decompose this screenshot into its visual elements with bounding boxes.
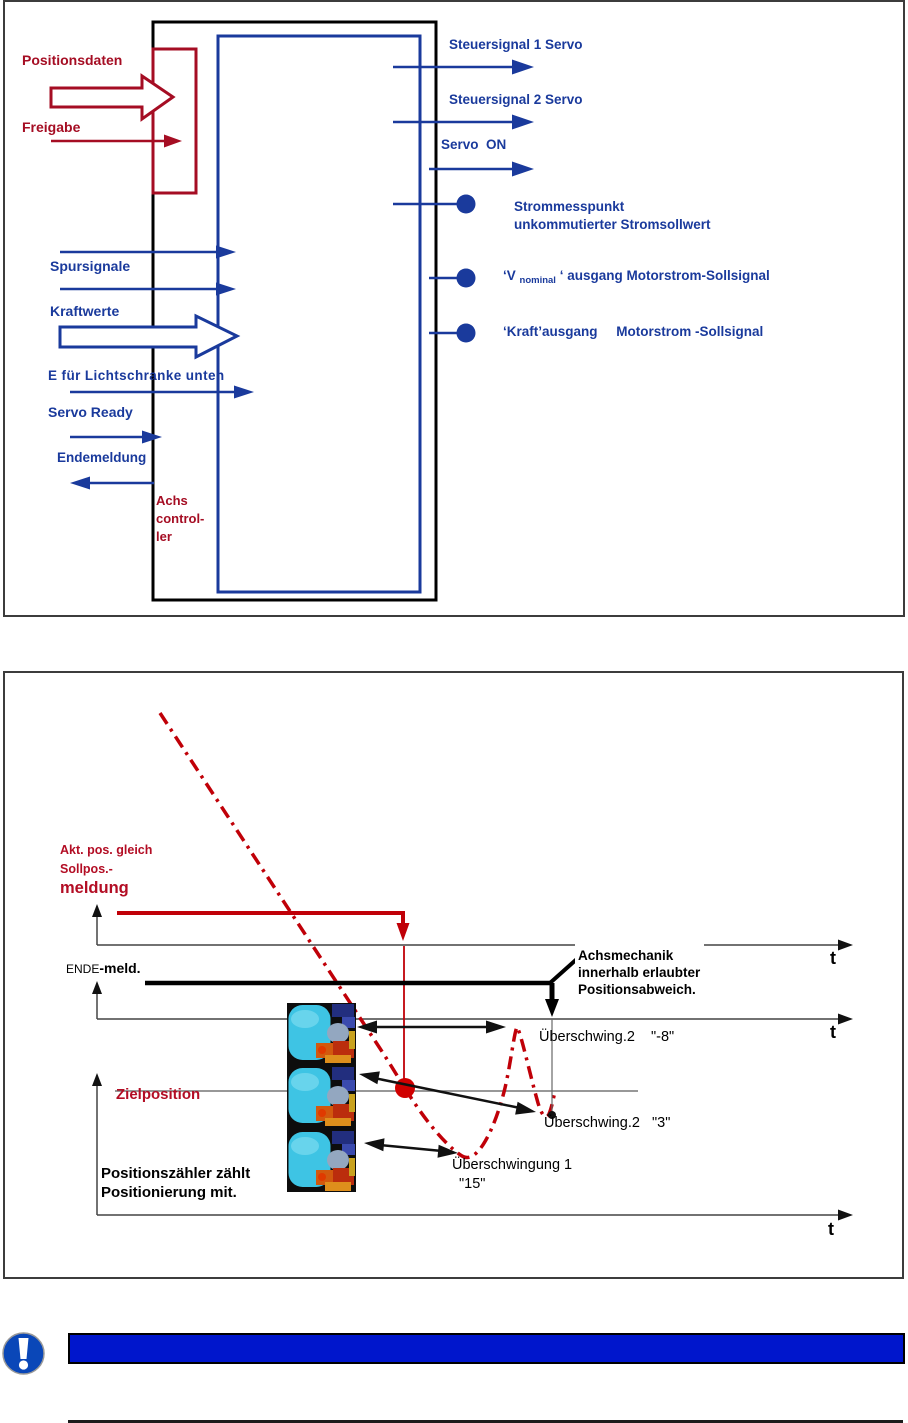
positionszaehler-line1: Positionszähler zählt: [101, 1165, 251, 1182]
freigabe-arrow-head: [164, 135, 182, 148]
ende-meld-rest: -meld.: [99, 960, 141, 976]
achscontroller-line2: control-: [156, 511, 205, 526]
v-nominal-post: ‘ ausgang Motorstrom-Sollsignal: [555, 268, 770, 283]
output-arrows: [393, 67, 516, 169]
measure-point-dots: [457, 195, 476, 343]
t-axis-label-3: t: [828, 1219, 834, 1239]
steuersignal2-label: Steuersignal 2 Servo: [449, 92, 583, 107]
achsmechanik-line1: Achsmechanik: [578, 948, 674, 963]
servo-ready-label: Servo Ready: [48, 404, 133, 420]
achsmechanik-pointer-diagonal: [550, 958, 578, 983]
kraftwerte-arrow: [60, 316, 237, 357]
overshoot-arrows: [372, 1027, 520, 1151]
controller-inner-box: [218, 36, 420, 592]
positionsdaten-arrow: [51, 76, 173, 119]
achscontroller-label: [156, 492, 204, 546]
positionszaehler-line2: Positionierung mit.: [101, 1184, 237, 1201]
strommesspunkt-label-line1: Strommesspunkt: [514, 199, 625, 214]
spursignale-label: Spursignale: [50, 258, 131, 274]
overshoot2-top-label: Überschwing.2 "-8": [539, 1029, 675, 1045]
positionszaehler-label: [101, 1164, 250, 1202]
positionsdaten-label: Positionsdaten: [22, 52, 123, 68]
achsmechanik-line3: Positionsabweich.: [578, 982, 696, 997]
akt-pos-line3: meldung: [60, 879, 129, 897]
t-axis-label-1: t: [830, 948, 836, 968]
steuersignal1-label: Steuersignal 1 Servo: [449, 37, 583, 52]
achscontroller-line3: ler: [156, 529, 172, 544]
freigabe-label: Freigabe: [22, 119, 81, 135]
achsmechanik-pointer-head: [545, 999, 559, 1017]
achsmechanik-line2: innerhalb erlaubter: [578, 965, 701, 980]
v-nominal-pre: ‘V: [503, 268, 520, 283]
overshoot1-value: "15": [459, 1176, 486, 1192]
measure-point-lines: [393, 204, 462, 333]
achsmechanik-label: [575, 941, 704, 1000]
akt-pos-line2: Sollpos.-: [60, 862, 113, 876]
output-arrow-heads: [512, 60, 534, 177]
v-nominal-output-label: [503, 268, 770, 287]
kraftwerte-label: Kraftwerte: [50, 303, 120, 319]
zielposition-label: Zielposition: [116, 1086, 201, 1103]
note-title-bar: [68, 1333, 905, 1364]
ende-meld-caps: ENDE: [66, 962, 100, 976]
akt-pos-label: [60, 841, 152, 898]
overshoot1-label: Überschwingung 1: [452, 1157, 573, 1173]
strommesspunkt-label-line2: unkommutierter Stromsollwert: [514, 217, 711, 232]
overshoot-arrow-heads: [357, 1021, 537, 1160]
note-exclamation-icon: [2, 1332, 45, 1375]
meldung-step-line: [117, 913, 403, 928]
ende-meld-label: [66, 960, 141, 977]
v-nominal-subscript: nominal: [519, 275, 556, 286]
servo-on-label: Servo ON: [441, 137, 507, 152]
lichtschranke-label: E für Lichtschranke unten: [48, 368, 225, 383]
endemeldung-label: Endemeldung: [57, 450, 147, 465]
photo-strip: [287, 1003, 356, 1192]
overshoot2-bottom-label: Überschwing.2 "3": [544, 1115, 671, 1131]
kraft-output-label: ‘Kraft’ausgang Motorstrom -Sollsignal: [503, 324, 764, 339]
target-cross-dot: [395, 1078, 415, 1098]
red-interface-box: [153, 49, 196, 193]
achscontroller-line1: Achs: [156, 493, 188, 508]
meldung-step-arrow-head: [397, 923, 410, 941]
t-axis-label-2: t: [830, 1022, 836, 1042]
akt-pos-line1: Akt. pos. gleich: [60, 843, 153, 857]
